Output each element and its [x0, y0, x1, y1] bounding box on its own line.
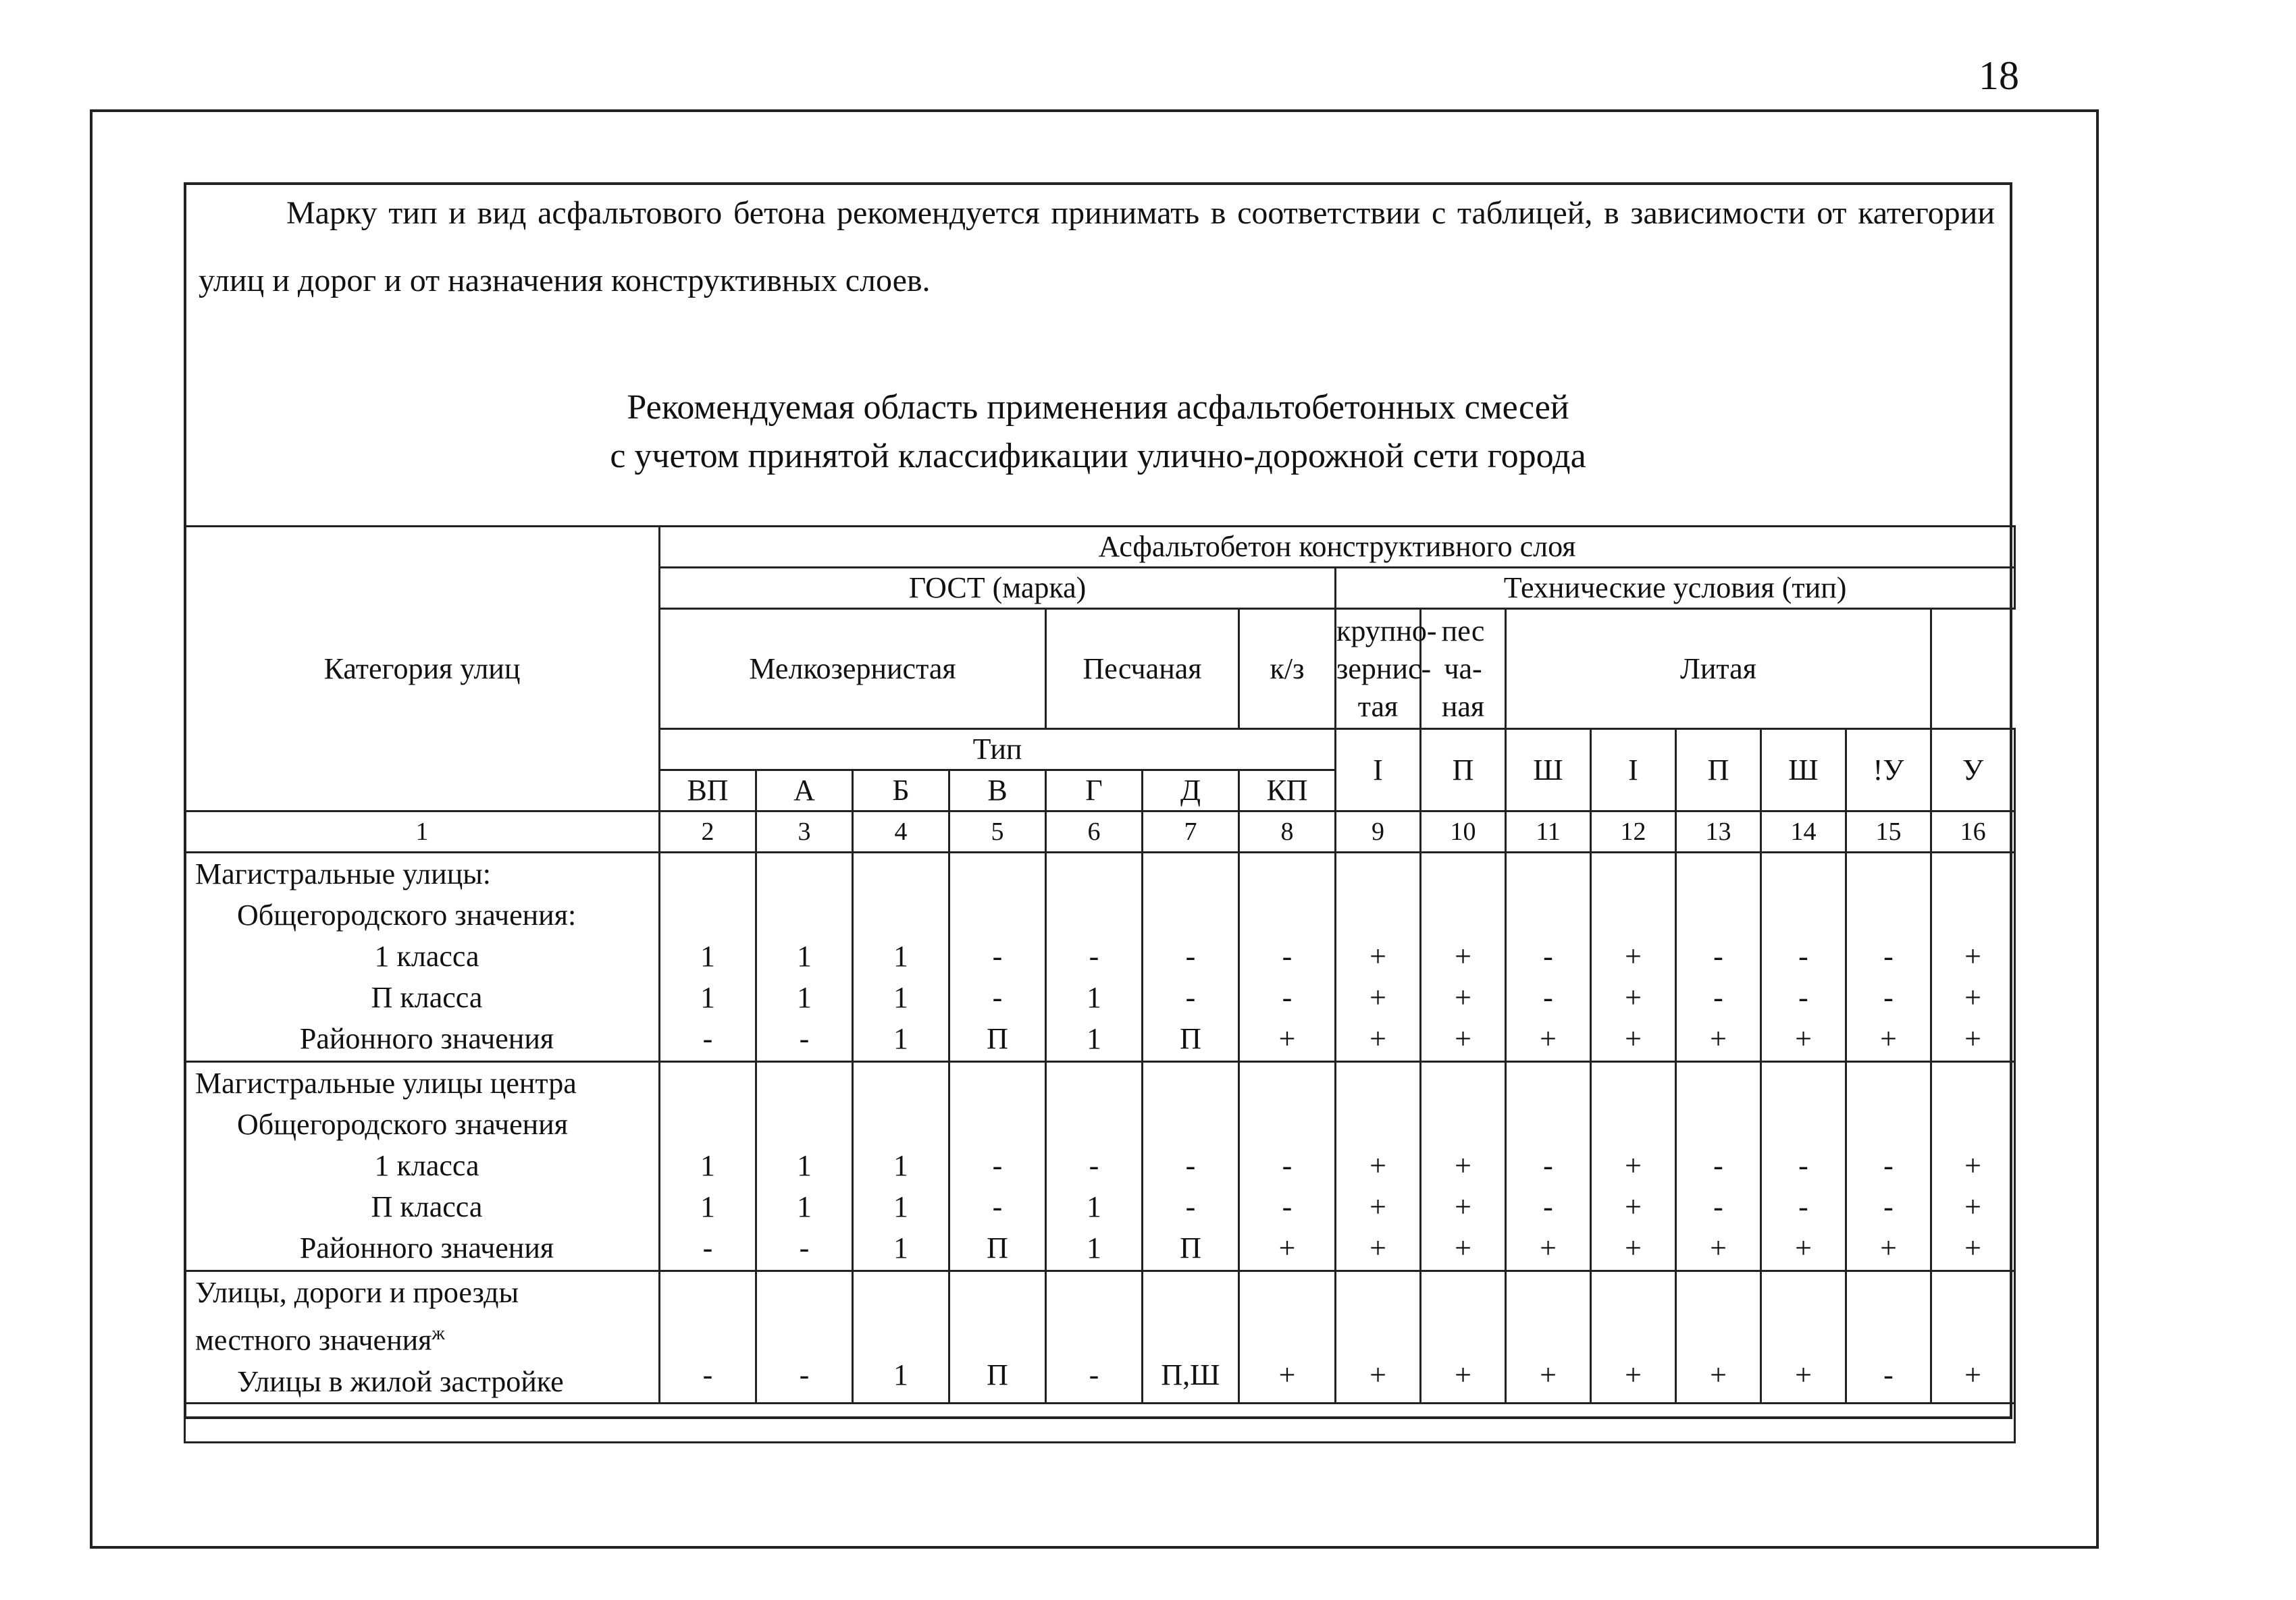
value: П [987, 1231, 1008, 1264]
value-cell [1143, 853, 1239, 1062]
value: + [1795, 1022, 1812, 1055]
value-cell [1239, 1271, 1336, 1404]
value-cell [1846, 853, 1931, 1062]
value-cell [1046, 1062, 1143, 1271]
value-cell [1931, 853, 2015, 1062]
value-cell [1143, 1062, 1239, 1271]
value: - [1282, 940, 1293, 973]
col-num: 2 [660, 811, 756, 853]
header-tu: Технические условия (тип) [1336, 568, 2015, 609]
group-label: 1 класса [374, 940, 479, 973]
value: - [1185, 1149, 1196, 1182]
value: + [1278, 1358, 1296, 1391]
value-cell [756, 853, 853, 1062]
value: + [1710, 1022, 1727, 1055]
header-sand2: пес ча- ная [1421, 609, 1506, 729]
value: + [1625, 1149, 1642, 1182]
value-cell [1046, 853, 1143, 1062]
value: - [1543, 1149, 1553, 1182]
value: + [1455, 1190, 1471, 1223]
value: + [1964, 1190, 1981, 1223]
value: - [992, 981, 1003, 1014]
col-num: 3 [756, 811, 853, 853]
value-cell [853, 853, 949, 1062]
value: 1 [1087, 1231, 1101, 1264]
intro-paragraph [199, 180, 1995, 315]
value: - [1883, 981, 1894, 1014]
value: - [799, 1358, 810, 1391]
value: 1 [893, 1358, 908, 1391]
value-cell [1676, 853, 1761, 1062]
col-num: 10 [1421, 811, 1506, 853]
col-num: 12 [1591, 811, 1676, 853]
tu-type-1: I [1336, 729, 1421, 811]
value: 1 [700, 981, 715, 1014]
value: П [987, 1358, 1008, 1391]
value: + [1625, 1358, 1642, 1391]
value: + [1369, 1358, 1386, 1391]
tu-type-5: П [1676, 729, 1761, 811]
col-num: 7 [1143, 811, 1239, 853]
value: + [1540, 1231, 1557, 1264]
value-cell [1046, 1271, 1143, 1404]
value-cell [1421, 1062, 1506, 1271]
col-num: 1 [185, 811, 660, 853]
col-num: 13 [1676, 811, 1761, 853]
tu-type-4: I [1591, 729, 1676, 811]
value: + [1880, 1022, 1897, 1055]
value: + [1625, 1231, 1642, 1264]
value: - [1185, 1190, 1196, 1223]
value: 1 [797, 940, 812, 973]
gost-type-7: КП [1239, 770, 1336, 811]
value: - [1543, 981, 1553, 1014]
value-cell [1846, 1062, 1931, 1271]
value: - [992, 940, 1003, 973]
value: + [1964, 1231, 1981, 1264]
value-cell [1591, 1271, 1676, 1404]
value: + [1455, 1022, 1471, 1055]
empty-row [185, 1403, 2015, 1442]
value-cell [853, 1271, 949, 1404]
footnote-mark: ж [432, 1323, 445, 1344]
value-cell [660, 1062, 756, 1271]
tu-type-8: У [1931, 729, 2015, 811]
value-cell [756, 1062, 853, 1271]
asphalt-table [184, 525, 2016, 1443]
group-label: 1 класса [374, 1149, 479, 1182]
header-type: Тип [660, 729, 1336, 770]
value-cell [1239, 853, 1336, 1062]
value: + [1964, 981, 1981, 1014]
value-cell [1761, 1062, 1846, 1271]
value: П,Ш [1161, 1358, 1220, 1391]
value: - [1282, 1190, 1293, 1223]
header-sand: Песчаная [1046, 609, 1239, 729]
group-3-labels [185, 1271, 660, 1404]
value: - [1883, 940, 1894, 973]
gost-type-2: А [756, 770, 853, 811]
value: 1 [1087, 981, 1101, 1014]
group-label-text: местного значения [195, 1323, 432, 1357]
value-cell [1676, 1062, 1761, 1271]
value-cell [1336, 853, 1421, 1062]
value: - [1798, 1190, 1808, 1223]
gost-type-6: Д [1143, 770, 1239, 811]
value: + [1455, 981, 1471, 1014]
value: 1 [893, 1022, 908, 1055]
value: 1 [1087, 1190, 1101, 1223]
value: + [1278, 1022, 1296, 1055]
value: - [1883, 1358, 1894, 1391]
col-num: 14 [1761, 811, 1846, 853]
value-cell [949, 853, 1046, 1062]
group-label: П класса [371, 981, 483, 1014]
group-1-labels [185, 853, 660, 1062]
value: + [1964, 1149, 1981, 1182]
value-cell [1761, 1271, 1846, 1404]
value: + [1625, 1190, 1642, 1223]
value: + [1455, 1149, 1471, 1182]
value-cell [1931, 1062, 2015, 1271]
value-cell [1676, 1271, 1761, 1404]
group-row [185, 853, 2015, 1062]
value: - [1089, 1358, 1099, 1391]
value: - [1713, 1149, 1723, 1182]
value-cell [660, 1271, 756, 1404]
value-cell [1761, 853, 1846, 1062]
value: + [1455, 1231, 1471, 1264]
value: + [1455, 1358, 1471, 1391]
value: + [1710, 1358, 1727, 1391]
value: - [1282, 981, 1293, 1014]
value-cell [853, 1062, 949, 1271]
value: + [1964, 1358, 1981, 1391]
value: + [1880, 1231, 1897, 1264]
caption-line-2: с учетом принятой классификации улично-дорожной сети города [610, 437, 1586, 475]
value: - [992, 1149, 1003, 1182]
value-cell [660, 853, 756, 1062]
value: 1 [700, 1190, 715, 1223]
header-layer: Асфальтобетон конструктивного слоя [660, 527, 2015, 568]
value: 1 [700, 940, 715, 973]
value: - [1883, 1149, 1894, 1182]
value-cell [1421, 1271, 1506, 1404]
value-cell [1506, 1271, 1591, 1404]
gost-type-5: Г [1046, 770, 1143, 811]
group-label: Улицы, дороги и проезды [195, 1276, 519, 1309]
value-cell [1506, 853, 1591, 1062]
value: 1 [893, 981, 908, 1014]
group-label: Магистральные улицы центра [195, 1067, 577, 1100]
value: - [1798, 981, 1808, 1014]
value: 1 [893, 940, 908, 973]
value: 1 [893, 1231, 908, 1264]
group-label: Магистральные улицы: [195, 857, 492, 890]
value: - [1282, 1149, 1293, 1182]
value: + [1369, 1149, 1386, 1182]
group-label: Улицы в жилой застройке [237, 1364, 564, 1398]
value: + [1540, 1022, 1557, 1055]
value-cell [756, 1271, 853, 1404]
value: + [1369, 940, 1386, 973]
group-label: Районного значения [299, 1022, 554, 1055]
col-num: 8 [1239, 811, 1336, 853]
col-num: 15 [1846, 811, 1931, 853]
value: 1 [700, 1149, 715, 1182]
value: - [1713, 981, 1723, 1014]
value: - [799, 1022, 810, 1055]
value: + [1369, 1190, 1386, 1223]
group-row [185, 1062, 2015, 1271]
table-caption [184, 383, 2012, 481]
value: - [1089, 940, 1099, 973]
empty-cell [185, 1403, 2015, 1442]
value: + [1625, 1022, 1642, 1055]
value: П [987, 1022, 1008, 1055]
value: + [1369, 981, 1386, 1014]
group-2-labels [185, 1062, 660, 1271]
value: - [702, 1231, 713, 1264]
value-cell [949, 1271, 1046, 1404]
tu-type-3: Ш [1506, 729, 1591, 811]
value: + [1625, 940, 1642, 973]
tu-type-7: !У [1846, 729, 1931, 811]
value: - [799, 1231, 810, 1264]
value-cell [1421, 853, 1506, 1062]
value: + [1278, 1231, 1296, 1264]
header-category: Категория улиц [185, 527, 660, 811]
col-num: 11 [1506, 811, 1591, 853]
value-cell [1591, 1062, 1676, 1271]
group-row [185, 1271, 2015, 1404]
value: + [1795, 1358, 1812, 1391]
header-fine: Мелкозернистая [660, 609, 1046, 729]
col-num: 9 [1336, 811, 1421, 853]
group-label: Общегородского значения [237, 1108, 568, 1141]
value: - [702, 1022, 713, 1055]
value: - [1713, 940, 1723, 973]
value-cell [1336, 1271, 1421, 1404]
value: - [1798, 1149, 1808, 1182]
value: П [1180, 1231, 1201, 1264]
value: + [1964, 940, 1981, 973]
value: П [1180, 1022, 1201, 1055]
header-cast: Литая [1506, 609, 1931, 729]
col-num: 6 [1046, 811, 1143, 853]
value: + [1540, 1358, 1557, 1391]
value: - [702, 1358, 713, 1391]
caption-line-1: Рекомендуемая область применения асфальтобетонных смесей [627, 388, 1569, 427]
value: 1 [797, 1149, 812, 1182]
value: + [1795, 1231, 1812, 1264]
value: + [1455, 940, 1471, 973]
group-label [195, 1313, 658, 1361]
value: 1 [893, 1149, 908, 1182]
tu-type-6: Ш [1761, 729, 1846, 811]
value: + [1369, 1231, 1386, 1264]
value-cell [1591, 853, 1676, 1062]
value: - [1543, 1190, 1553, 1223]
value: + [1710, 1231, 1727, 1264]
value-cell [1931, 1271, 2015, 1404]
gost-type-4: В [949, 770, 1046, 811]
header-coarse: крупно- зернис- тая [1336, 609, 1421, 729]
value-cell [949, 1062, 1046, 1271]
value: + [1964, 1022, 1981, 1055]
value: - [1089, 1149, 1099, 1182]
col-num: 16 [1931, 811, 2015, 853]
header-kz: к/з [1239, 609, 1336, 729]
tu-type-2: П [1421, 729, 1506, 811]
value: 1 [797, 1190, 812, 1223]
gost-type-1: ВП [660, 770, 756, 811]
col-num: 5 [949, 811, 1046, 853]
value: + [1625, 981, 1642, 1014]
intro-text: Марку тип и вид асфальтового бетона рекомендуется принимать в соответствии с таблицей, в зависимости от категории улиц и дорог и от назначения конструктивных слоев. [199, 195, 1995, 298]
value: + [1369, 1022, 1386, 1055]
value-cell [1239, 1062, 1336, 1271]
header-gost: ГОСТ (марка) [660, 568, 1336, 609]
col-num: 4 [853, 811, 949, 853]
value: - [1543, 940, 1553, 973]
value: - [992, 1190, 1003, 1223]
value-cell [1336, 1062, 1421, 1271]
value: 1 [893, 1190, 908, 1223]
value: - [1185, 940, 1196, 973]
value: 1 [1087, 1022, 1101, 1055]
group-label: Районного значения [299, 1231, 554, 1264]
column-number-row [185, 811, 2015, 853]
group-label: П класса [371, 1190, 483, 1223]
gost-type-3: Б [853, 770, 949, 811]
value-cell [1846, 1271, 1931, 1404]
value: 1 [797, 981, 812, 1014]
value: - [1713, 1190, 1723, 1223]
value-cell [1143, 1271, 1239, 1404]
value: - [1185, 981, 1196, 1014]
page-number: 18 [1979, 53, 2019, 98]
value-cell [1506, 1062, 1591, 1271]
group-label: Общегородского значения: [237, 899, 577, 932]
value: - [1798, 940, 1808, 973]
value: - [1883, 1190, 1894, 1223]
